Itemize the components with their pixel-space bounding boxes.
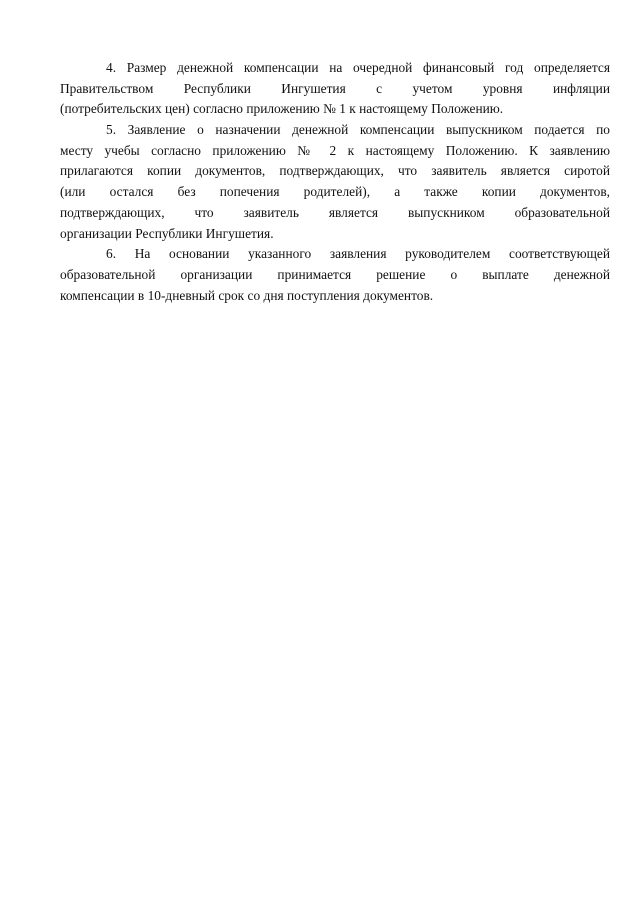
text-line: организации Республики Ингушетия. [60,225,274,241]
paragraph-item-5 [60,120,610,244]
text-line: прилагаются копии документов, подтверждающих, что заявитель является сиротой [60,163,610,179]
text-line: 6. На основании указанного заявления руководителем соответствующей [106,246,610,262]
paragraph-item-4 [60,58,610,120]
paragraph-item-6 [60,244,610,306]
text-line: подтверждающих, что заявитель является выпускником образовательной [60,204,610,220]
text-line: образовательной организации принимается решение о выплате денежной [60,266,610,282]
text-line: компенсации в 10-дневный срок со дня поступления документов. [60,287,434,303]
text-line: 5. Заявление о назначении денежной компенсации выпускником подается по [106,122,610,138]
text-line: Правительством Республики Ингушетия с учетом уровня инфляции [60,80,610,96]
text-line: (потребительских цен) согласно приложению № 1 к настоящему Положению. [60,101,504,117]
text-line: (или остался без попечения родителей), а также копии документов, [60,184,610,200]
text-line: 4. Размер денежной компенсации на очередной финансовый год определяется [106,60,610,75]
document-body [60,58,610,306]
text-line: месту учебы согласно приложению № 2 к настоящему Положению. К заявлению [60,142,610,158]
